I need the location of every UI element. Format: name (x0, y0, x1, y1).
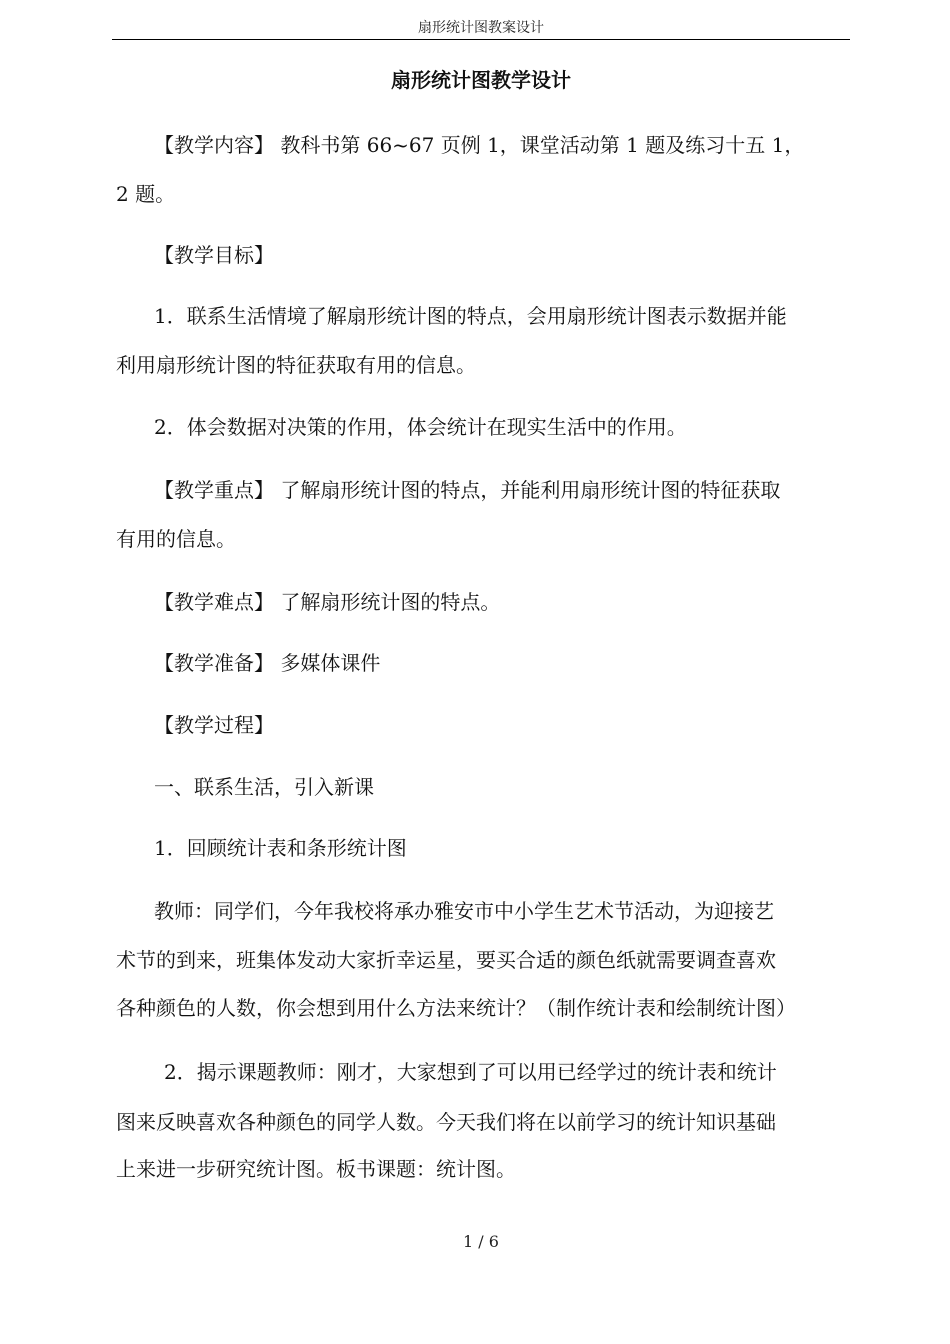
paragraph-line: 各种颜色的人数，你会想到用什么方法来统计？（制作统计表和绘制统计图） (116, 996, 796, 1020)
section-heading: 【教学目标】 (154, 243, 274, 267)
running-header: 扇形统计图教案设计 (418, 20, 544, 36)
paragraph-line: 【教学内容】 教科书第 66~67 页例 1，课堂活动第 1 题及练习十五 1， (154, 133, 805, 157)
section-heading: 【教学过程】 (154, 713, 274, 737)
section-heading: 一、联系生活，引入新课 (154, 775, 374, 799)
header-divider (112, 39, 850, 40)
page-number: 1 / 6 (463, 1232, 499, 1251)
paragraph-line: 术节的到来，班集体发动大家折幸运星，要买合适的颜色纸就需要调查喜欢 (116, 948, 776, 972)
paragraph-line: 2．揭示课题教师：刚才，大家想到了可以用已经学过的统计表和统计 (164, 1060, 777, 1084)
paragraph-line: 【教学难点】 了解扇形统计图的特点。 (154, 590, 501, 614)
paragraph-line: 2．体会数据对决策的作用，体会统计在现实生活中的作用。 (154, 415, 687, 439)
paragraph-line: 【教学重点】 了解扇形统计图的特点，并能利用扇形统计图的特征获取 (154, 478, 781, 502)
paragraph-line: 教师：同学们，今年我校将承办雅安市中小学生艺术节活动，为迎接艺 (154, 899, 774, 923)
paragraph-line: 图来反映喜欢各种颜色的同学人数。今天我们将在以前学习的统计知识基础 (116, 1110, 776, 1134)
document-title: 扇形统计图教学设计 (391, 68, 571, 92)
paragraph-line: 利用扇形统计图的特征获取有用的信息。 (116, 353, 476, 377)
paragraph-line: 【教学准备】 多媒体课件 (154, 651, 381, 675)
paragraph-line: 上来进一步研究统计图。板书课题：统计图。 (116, 1157, 516, 1181)
paragraph-line: 2 题。 (116, 182, 176, 206)
paragraph-line: 1．联系生活情境了解扇形统计图的特点，会用扇形统计图表示数据并能 (154, 304, 787, 328)
paragraph-line: 1．回顾统计表和条形统计图 (154, 836, 407, 860)
paragraph-line: 有用的信息。 (116, 527, 236, 551)
